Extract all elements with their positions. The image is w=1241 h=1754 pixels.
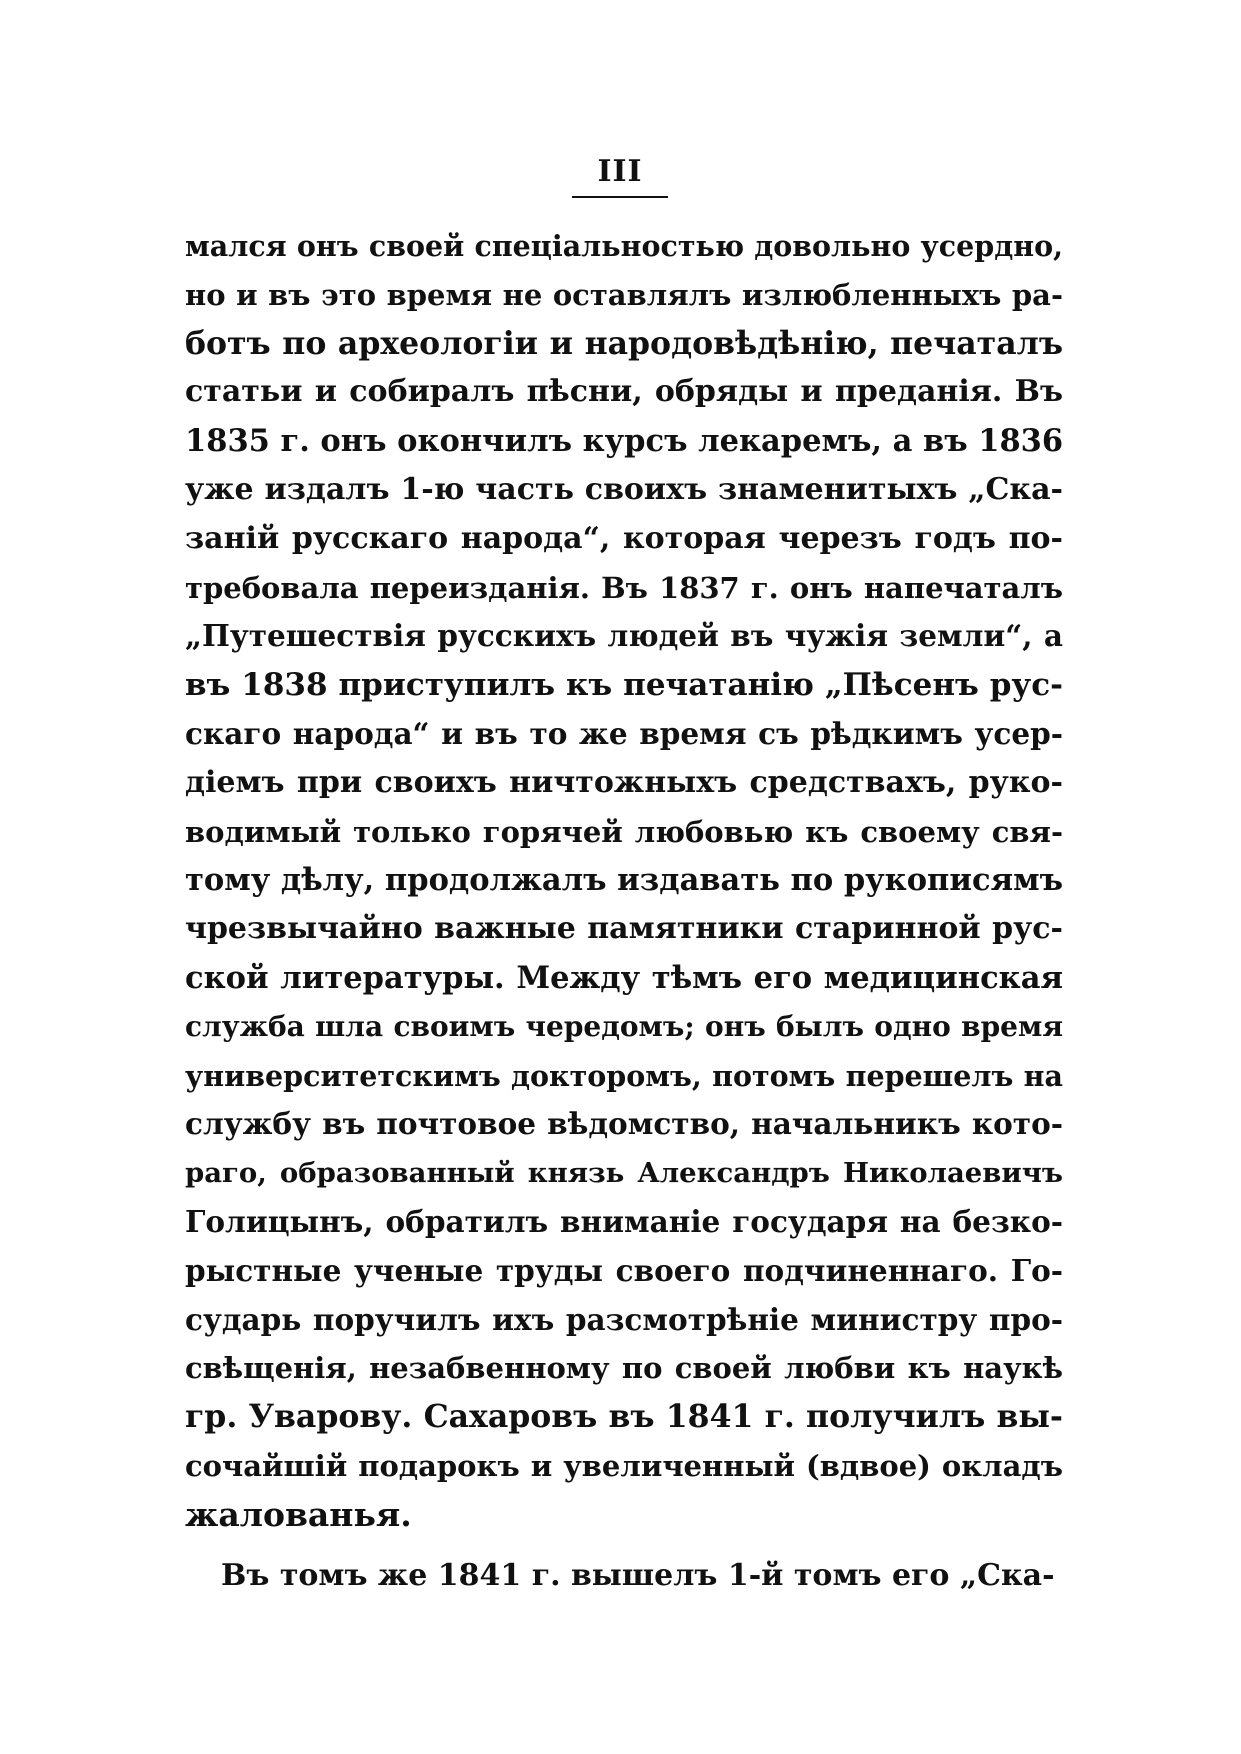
text-line: въ 1838 приступилъ къ печатанію „Пѣсенъ рус- bbox=[185, 667, 1063, 704]
text-line: но и въ это время не оставлялъ излюбленныхъ ра- bbox=[185, 277, 1063, 312]
text-line: сочайшій подарокъ и увеличенный (вдвое) окладъ bbox=[185, 1448, 1063, 1483]
text-line: свѣщенія, незабвенному по своей любви къ наукѣ bbox=[185, 1351, 1063, 1386]
text-line-paragraph-end: жалованья. bbox=[185, 1494, 412, 1534]
text-line: ской литературы. Между тѣмъ его медицинская bbox=[185, 959, 1063, 996]
text-line-paragraph-start: Въ томъ же 1841 г. вышелъ 1-й томъ его „Ска- bbox=[221, 1557, 1055, 1593]
text-line: діемъ при своихъ ничтожныхъ средствахъ, руко- bbox=[185, 764, 1063, 800]
text-line: университетскимъ докторомъ, потомъ перешелъ на bbox=[185, 1058, 1063, 1093]
text-line: требовала переизданія. Въ 1837 г. онъ напечаталъ bbox=[185, 570, 1063, 605]
text-line: службу въ почтовое вѣдомство, начальникъ кото- bbox=[185, 1106, 1063, 1142]
text-line: раго, образованный князь Александръ Николаевичъ bbox=[185, 1157, 1063, 1190]
text-line: водимый только горячей любовью къ своему свя- bbox=[185, 814, 1063, 849]
text-line: служба шла своимъ чередомъ; онъ былъ одно время bbox=[185, 1009, 1063, 1043]
text-line: мался онъ своей спеціальностью довольно усердно, bbox=[185, 229, 1063, 263]
text-line: тому дѣлу, продолжалъ издавать по рукописямъ bbox=[185, 862, 1063, 899]
text-line: „Путешествія русскихъ людей въ чужія земли“, а bbox=[185, 618, 1063, 654]
text-line: сударь поручилъ ихъ разсмотрѣніе министру про- bbox=[185, 1301, 1063, 1337]
page-number-rule bbox=[572, 196, 668, 198]
text-line: 1835 г. онъ окончилъ курсъ лекаремъ, а въ 1836 bbox=[185, 423, 1064, 460]
text-line: заній русскаго народа“, которая черезъ годъ по- bbox=[185, 520, 1063, 556]
text-line: гр. Уварову. Сахаровъ въ 1841 г. получилъ вы- bbox=[185, 1398, 1063, 1436]
text-line: уже издалъ 1-ю часть своихъ знаменитыхъ „Ска- bbox=[185, 471, 1063, 507]
body-text bbox=[185, 222, 1063, 1600]
text-line: скаго народа“ и въ то же время съ рѣдкимъ усер- bbox=[185, 715, 1063, 751]
text-line: Голицынъ, обратилъ вниманіе государя на безко- bbox=[185, 1203, 1063, 1239]
text-line: ботъ по археологіи и народовѣдѣнію, печаталъ bbox=[185, 324, 1063, 362]
page-number: III bbox=[597, 154, 643, 189]
text-line: чрезвычайно важные памятники старинной рус- bbox=[185, 911, 1063, 947]
text-line: рыстные ученые труды своего подчиненнаго. Го- bbox=[185, 1252, 1063, 1288]
text-line: статьи и собиралъ пѣсни, обряды и преданія. Въ bbox=[185, 374, 1063, 410]
